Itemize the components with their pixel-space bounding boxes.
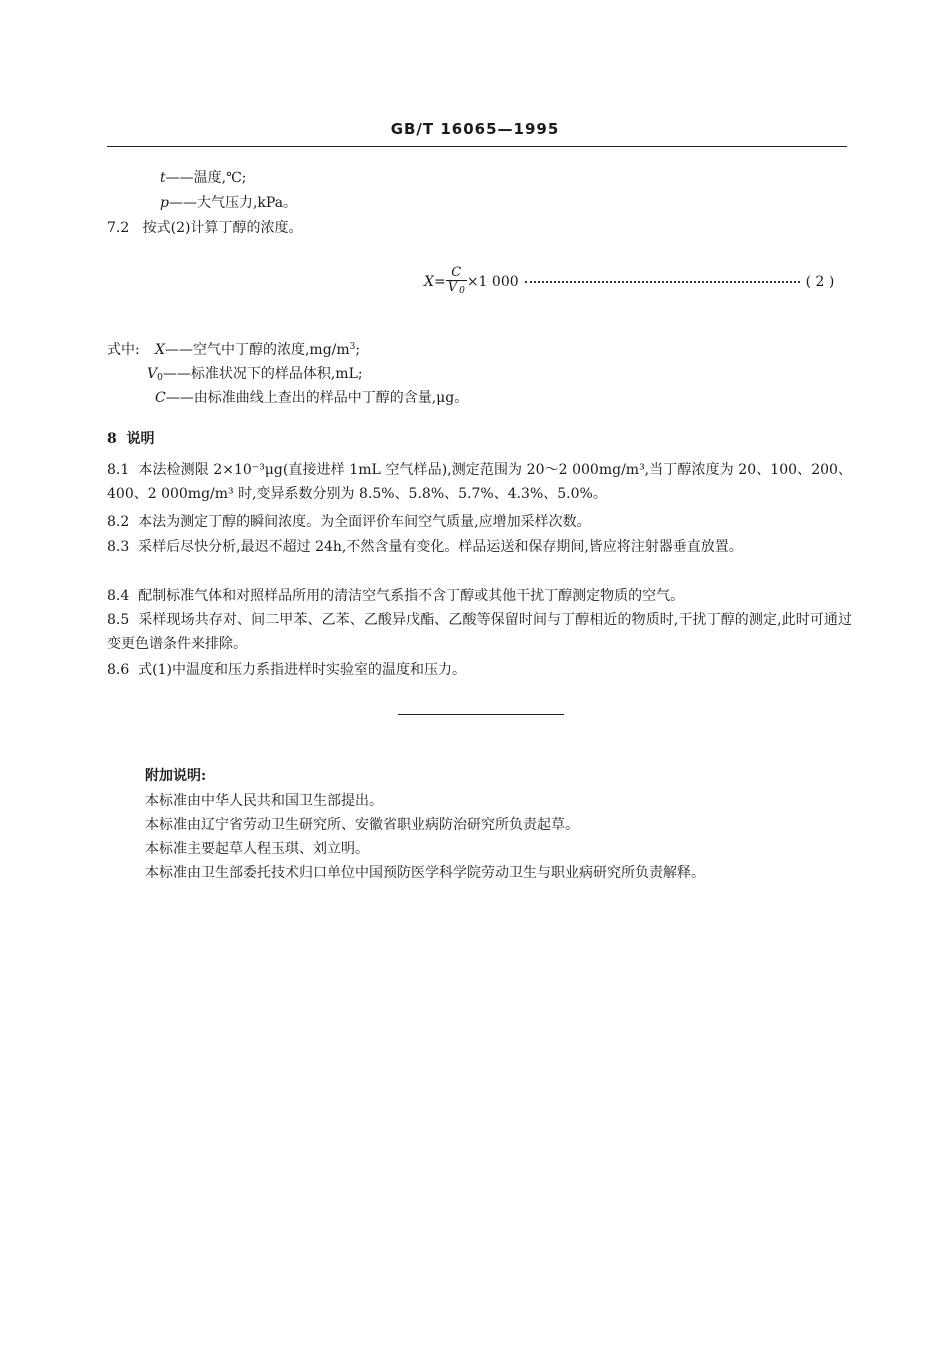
formula-2 bbox=[424, 266, 834, 298]
where-var: V bbox=[147, 366, 158, 382]
where-text: ——由标准曲线上查出的样品中丁醇的含量,μg。 bbox=[165, 390, 469, 406]
def-var: t bbox=[160, 170, 166, 186]
section-8-heading bbox=[107, 428, 155, 448]
where-var: C bbox=[155, 390, 166, 406]
where-tail: ; bbox=[355, 342, 361, 358]
formula-fraction bbox=[446, 266, 467, 298]
formula-den-sub: 0 bbox=[459, 286, 465, 296]
section-number: 8 bbox=[107, 431, 117, 447]
def-text: ——大气压力,kPa。 bbox=[168, 195, 298, 211]
item-number: 8.6 bbox=[107, 662, 130, 678]
appendix-line: 本标准由中华人民共和国卫生部提出。 bbox=[145, 793, 383, 809]
item-text: 采样现场共存对、间二甲苯、乙苯、乙酸异戊酯、乙酸等保留时间与丁醇相近的物质时,干扰丁醇的测定,此时可通过变更色谱条件来排除。 bbox=[107, 612, 852, 652]
where-text: ——标准状况下的样品体积,mL; bbox=[162, 366, 363, 382]
def-var: p bbox=[160, 195, 169, 211]
formula-leader-dots bbox=[525, 281, 800, 283]
where-item-v0 bbox=[147, 363, 363, 383]
item-text: 采样后尽快分析,最迟不超过 24h,不然含量有变化。样品运送和保存期间,皆应将注射器垂直放置。 bbox=[138, 539, 743, 555]
formula-numerator: C bbox=[446, 266, 467, 281]
item-text: 式(1)中温度和压力系指进样时实验室的温度和压力。 bbox=[138, 662, 467, 678]
page-header: GB/T 16065—1995 bbox=[390, 120, 560, 138]
section-text: 按式(2)计算丁醇的浓度。 bbox=[142, 220, 303, 236]
section-7-2 bbox=[107, 217, 302, 237]
where-item-x bbox=[155, 339, 360, 359]
where-text: ——空气中丁醇的浓度,mg/m bbox=[164, 342, 350, 358]
def-t bbox=[160, 167, 246, 187]
formula-lhs: X bbox=[424, 274, 434, 290]
item-number: 8.5 bbox=[107, 612, 130, 628]
formula-multiplier: ×1 000 bbox=[466, 274, 519, 290]
section-number: 7.2 bbox=[107, 220, 130, 236]
where-sub: 0 bbox=[157, 373, 163, 383]
formula-label: ( 2 ) bbox=[805, 274, 835, 290]
item-text: 本法为测定丁醇的瞬间浓度。为全面评价车间空气质量,应增加采样次数。 bbox=[138, 514, 591, 530]
item-8-3 bbox=[107, 535, 852, 559]
item-text: 本法检测限 2×10⁻³μg(直接进样 1mL 空气样品),测定范围为 20～2 000mg/m³,当丁醇浓度为 20、100、200、400、2 000mg/m³ 时,变异系数分别为 8.5%、5.8%、5.7%、4.3%、5.0%。 bbox=[107, 462, 853, 502]
where-item-c bbox=[155, 387, 468, 407]
def-p bbox=[160, 192, 297, 212]
item-number: 8.1 bbox=[107, 462, 130, 478]
def-text: ——温度,℃; bbox=[165, 170, 247, 186]
formula-den-var: V bbox=[447, 280, 458, 295]
where-var: X bbox=[155, 342, 165, 358]
item-number: 8.2 bbox=[107, 514, 130, 530]
formula-eq: = bbox=[433, 274, 446, 290]
where-sup: 3 bbox=[349, 342, 356, 352]
item-8-6 bbox=[107, 658, 852, 682]
appendix-line: 本标准主要起草人程玉琪、刘立明。 bbox=[145, 841, 369, 857]
section-title: 说明 bbox=[126, 431, 155, 447]
item-number: 8.3 bbox=[107, 539, 130, 555]
appendix-title: 附加说明: bbox=[145, 768, 207, 784]
item-8-2 bbox=[107, 510, 852, 534]
where-prefix: 式中: bbox=[107, 342, 140, 358]
end-rule bbox=[398, 714, 564, 715]
item-8-1 bbox=[107, 458, 852, 506]
item-text: 配制标准气体和对照样品所用的清洁空气系指不含丁醇或其他干扰丁醇测定物质的空气。 bbox=[138, 588, 685, 604]
formula-denominator bbox=[446, 281, 467, 298]
item-8-4 bbox=[107, 584, 852, 608]
item-number: 8.4 bbox=[107, 588, 130, 604]
appendix-line: 本标准由辽宁省劳动卫生研究所、安徽省职业病防治研究所负责起草。 bbox=[145, 817, 579, 833]
item-8-5 bbox=[107, 608, 852, 656]
appendix-line: 本标准由卫生部委托技术归口单位中国预防医学科学院劳动卫生与职业病研究所负责解释。 bbox=[145, 865, 705, 881]
header-rule bbox=[107, 146, 847, 147]
